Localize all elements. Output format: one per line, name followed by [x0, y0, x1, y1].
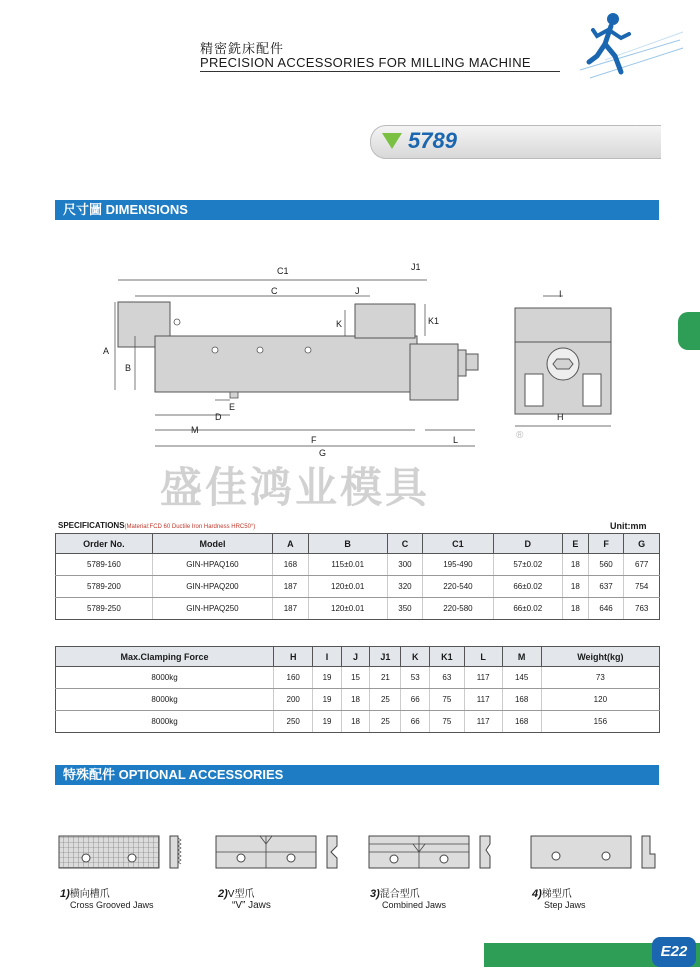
table-cell: 120 — [541, 689, 659, 711]
watermark-registered-mark: ® — [516, 430, 524, 441]
table-cell: 18 — [562, 554, 588, 576]
table-cell: 156 — [541, 711, 659, 733]
table-row — [56, 667, 660, 689]
table-cell: 21 — [370, 667, 401, 689]
table-cell: GIN-HPAQ160 — [152, 554, 272, 576]
table-cell: 73 — [541, 667, 659, 689]
accessory-4-en: Step Jaws — [544, 900, 586, 910]
table-cell: 19 — [313, 667, 342, 689]
drawing-label-b: B — [125, 363, 132, 373]
specs-caption — [58, 521, 255, 530]
table-cell: 168 — [502, 711, 541, 733]
accessory-2-num: 2) — [218, 888, 228, 900]
table-cell: 120±0.01 — [308, 576, 387, 598]
section-accessories-bar: 特殊配件 OPTIONAL ACCESSORIES — [55, 765, 659, 785]
specs-header-cell: Model — [152, 534, 272, 554]
drawing-label-i: I — [559, 289, 562, 299]
specs-caption-note: (Material:FCD 60 Ductile Iron Hardness HRC50°) — [124, 524, 256, 530]
drawing-label-k: K — [336, 319, 343, 329]
table-cell: 117 — [464, 689, 502, 711]
table-cell: 8000kg — [56, 689, 274, 711]
specs-header-cell: G — [624, 534, 660, 554]
table-cell: 57±0.02 — [493, 554, 562, 576]
table-cell: 300 — [387, 554, 423, 576]
specs-header-cell: Order No. — [56, 534, 153, 554]
step-jaw-image — [530, 832, 660, 872]
specs-header-cell: D — [493, 534, 562, 554]
table-cell: 560 — [588, 554, 624, 576]
accessory-3-zh: 混合型爪 — [379, 889, 420, 900]
table-cell: 19 — [313, 711, 342, 733]
accessory-4-zh: 梯型爪 — [541, 889, 572, 900]
specs-header-cell: C1 — [423, 534, 493, 554]
table-cell: 66±0.02 — [493, 576, 562, 598]
drawing-label-c1: C1 — [277, 266, 289, 276]
watermark-text: 盛佳鸿业模具 — [160, 464, 431, 511]
drawing-label-a: A — [103, 346, 110, 356]
table-cell: 18 — [341, 689, 370, 711]
table-cell: 187 — [273, 598, 309, 620]
clamping-header-cell: K1 — [430, 647, 465, 667]
table-cell: 220-580 — [423, 598, 493, 620]
accessory-1-zh: 横向槽爪 — [69, 889, 110, 900]
specs-header-cell: C — [387, 534, 423, 554]
accessory-3-num: 3) — [370, 888, 380, 900]
table-cell: 115±0.01 — [308, 554, 387, 576]
table-row — [56, 554, 660, 576]
accessory-4-num: 4) — [532, 888, 542, 900]
table-cell: 8000kg — [56, 667, 274, 689]
specs-header-cell: B — [308, 534, 387, 554]
table-cell: 117 — [464, 667, 502, 689]
dimension-drawing — [55, 250, 615, 460]
accessory-2-en: “V” Jaws — [232, 900, 271, 911]
header-divider — [200, 71, 560, 72]
accessory-2-zh: V型爪 — [227, 889, 255, 900]
table-cell: 754 — [624, 576, 660, 598]
clamping-table — [55, 646, 660, 733]
clamping-header-cell: Max.Clamping Force — [56, 647, 274, 667]
section-dimensions-bar: 尺寸圖 DIMENSIONS — [55, 200, 659, 220]
clamping-header-cell: Weight(kg) — [541, 647, 659, 667]
clamping-header-cell: H — [274, 647, 313, 667]
table-cell: 320 — [387, 576, 423, 598]
table-cell: 18 — [341, 711, 370, 733]
table-cell: 168 — [273, 554, 309, 576]
table-cell: 200 — [274, 689, 313, 711]
table-cell: 8000kg — [56, 711, 274, 733]
table-cell: 19 — [313, 689, 342, 711]
specs-table — [55, 533, 660, 620]
accessory-2-label — [218, 885, 271, 911]
accessory-1-en: Cross Grooved Jaws — [70, 900, 154, 910]
table-cell: 187 — [273, 576, 309, 598]
table-cell: 117 — [464, 711, 502, 733]
clamping-header-cell: J — [341, 647, 370, 667]
specs-caption-title: SPECIFICATIONS — [58, 521, 125, 530]
drawing-label-f: F — [311, 435, 317, 445]
page-number-badge: E22 — [652, 937, 696, 967]
table-cell: 15 — [341, 667, 370, 689]
table-cell: 168 — [502, 689, 541, 711]
accessory-3-label — [370, 885, 446, 910]
clamping-header-cell: I — [313, 647, 342, 667]
table-row — [56, 711, 660, 733]
chapter-side-tab[interactable] — [678, 312, 700, 350]
drawing-label-k1: K1 — [428, 316, 440, 326]
table-cell: 63 — [430, 667, 465, 689]
table-cell: 145 — [502, 667, 541, 689]
table-row — [56, 576, 660, 598]
drawing-label-d: D — [215, 412, 222, 422]
table-cell: 160 — [274, 667, 313, 689]
table-cell: 120±0.01 — [308, 598, 387, 620]
table-cell: 75 — [430, 689, 465, 711]
table-cell: 75 — [430, 711, 465, 733]
table-cell: 53 — [401, 667, 430, 689]
drawing-label-c: C — [271, 286, 278, 296]
table-cell: 5789-250 — [56, 598, 153, 620]
v-jaw-image — [215, 832, 345, 872]
table-cell: 66±0.02 — [493, 598, 562, 620]
table-cell: 763 — [624, 598, 660, 620]
clamping-header-cell: J1 — [370, 647, 401, 667]
table-cell: 195-490 — [423, 554, 493, 576]
table-cell: 646 — [588, 598, 624, 620]
table-cell: 18 — [562, 598, 588, 620]
table-cell: 66 — [401, 711, 430, 733]
table-cell: 18 — [562, 576, 588, 598]
specs-unit: Unit:mm — [610, 521, 647, 531]
drawing-label-j1: J1 — [411, 262, 421, 272]
down-triangle-icon — [382, 133, 402, 149]
model-number: 5789 — [408, 128, 457, 153]
table-row — [56, 598, 660, 620]
table-cell: 5789-200 — [56, 576, 153, 598]
accessory-1-label — [60, 885, 154, 910]
combined-jaw-image — [368, 832, 498, 872]
clamping-header-cell: L — [464, 647, 502, 667]
accessory-3-en: Combined Jaws — [382, 900, 447, 910]
table-cell: 5789-160 — [56, 554, 153, 576]
drawing-label-g: G — [319, 448, 327, 458]
table-cell: 350 — [387, 598, 423, 620]
table-cell: 677 — [624, 554, 660, 576]
specs-header-cell: E — [562, 534, 588, 554]
drawing-label-e: E — [229, 402, 236, 412]
header-title-en: PRECISION ACCESSORIES FOR MILLING MACHINE — [200, 55, 531, 70]
cross-grooved-jaw-image — [58, 832, 188, 872]
table-cell: 637 — [588, 576, 624, 598]
table-cell: 250 — [274, 711, 313, 733]
clamping-header-cell: K — [401, 647, 430, 667]
table-cell: GIN-HPAQ200 — [152, 576, 272, 598]
specs-header-cell: A — [273, 534, 309, 554]
table-cell: 25 — [370, 689, 401, 711]
accessory-1-num: 1) — [60, 888, 70, 900]
drawing-label-m: M — [191, 425, 199, 435]
clamping-header-cell: M — [502, 647, 541, 667]
drawing-label-j: J — [355, 286, 360, 296]
accessory-4-label — [532, 885, 586, 910]
drawing-label-l: L — [453, 435, 459, 445]
runner-logo-icon — [575, 10, 685, 82]
table-row — [56, 689, 660, 711]
specs-header-cell: F — [588, 534, 624, 554]
table-cell: GIN-HPAQ250 — [152, 598, 272, 620]
drawing-label-h: H — [557, 412, 564, 422]
header-title-zh: 精密銑床配件 — [200, 41, 285, 56]
table-cell: 220-540 — [423, 576, 493, 598]
table-cell: 66 — [401, 689, 430, 711]
table-cell: 25 — [370, 711, 401, 733]
